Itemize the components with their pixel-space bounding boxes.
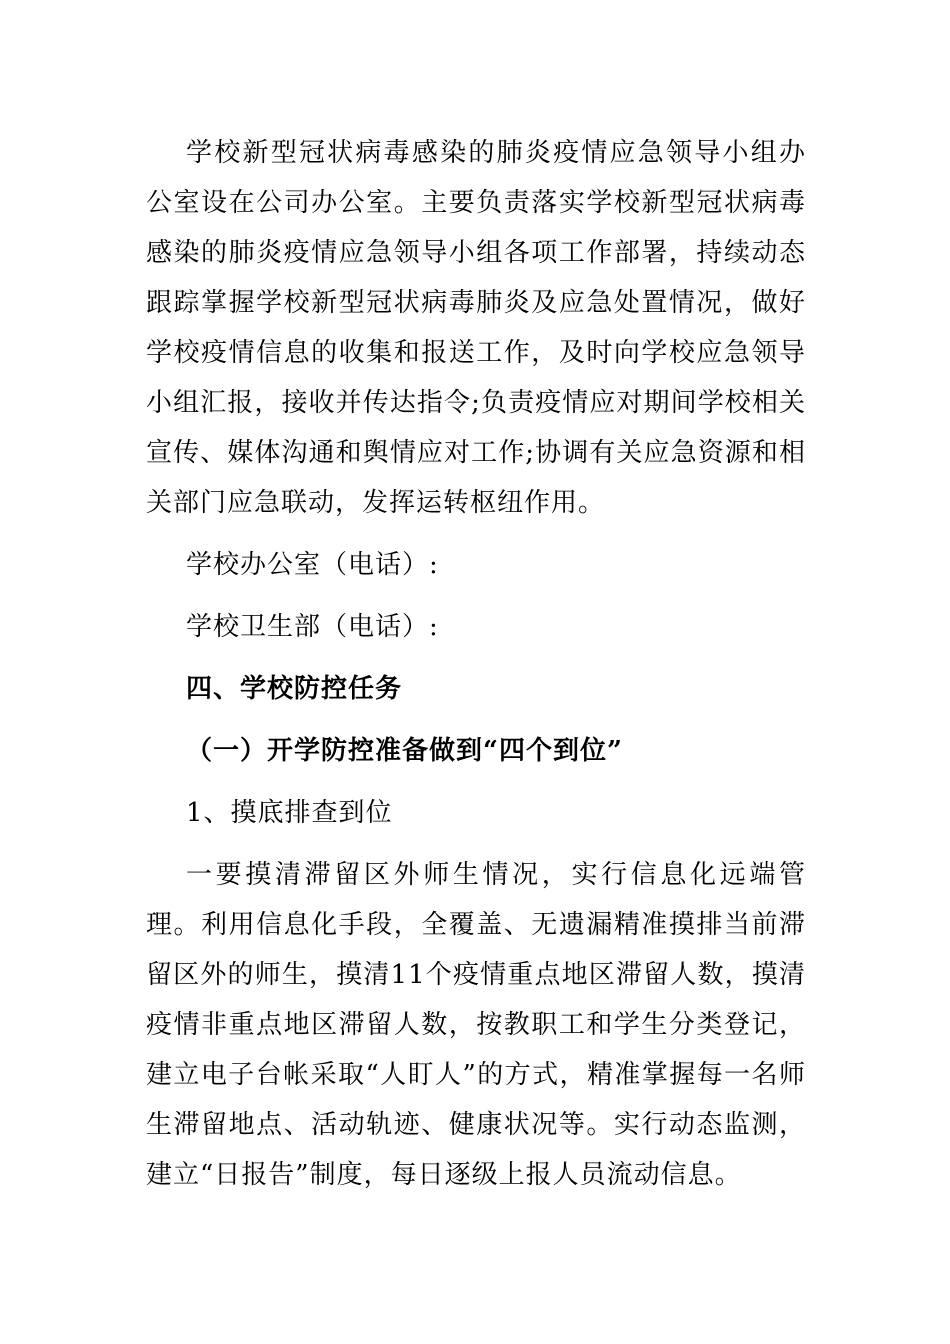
paragraph-office-description: 学校新型冠状病毒感染的肺炎疫情应急领导小组办公室设在公司办公室。主要负责落实学校新型冠状病毒感染的肺炎疫情应急领导小组各项工作部署，持续动态跟踪掌握学校新型冠状病毒肺炎及应急处置情况，做好学校疫情信息的收集和报送工作，及时向学校应急领导小组汇报，接收并传达指令;负责疫情应对期间学校相关宣传、媒体沟通和舆情应对工作;协调有关应急资源和相关部门应急联动，发挥运转枢纽作用。 xyxy=(146,138,806,518)
subsection-heading-one: （一）开学防控准备做到“四个到位” xyxy=(186,736,623,766)
item-heading-one: 1、摸底排查到位 xyxy=(186,798,393,828)
document-body xyxy=(146,128,806,1200)
paragraph-item-one-body: 一要摸清滞留区外师生情况，实行信息化远端管理。利用信息化手段，全覆盖、无遗漏精准摸排当前滞留区外的师生，摸清11个疫情重点地区滞留人数，摸清疫情非重点地区滞留人数，按教职工和学生分类登记，建立电子台帐采取“人盯人”的方式，精准掌握每一名师生滞留地点、活动轨迹、健康状况等。实行动态监测，建立“日报告”制度，每日逐级上报人员流动信息。 xyxy=(146,860,806,1190)
paragraph-health-phone: 学校卫生部（电话）: xyxy=(186,612,439,642)
section-heading-four: 四、学校防控任务 xyxy=(186,674,403,704)
paragraph-office-phone: 学校办公室（电话）: xyxy=(186,550,439,580)
